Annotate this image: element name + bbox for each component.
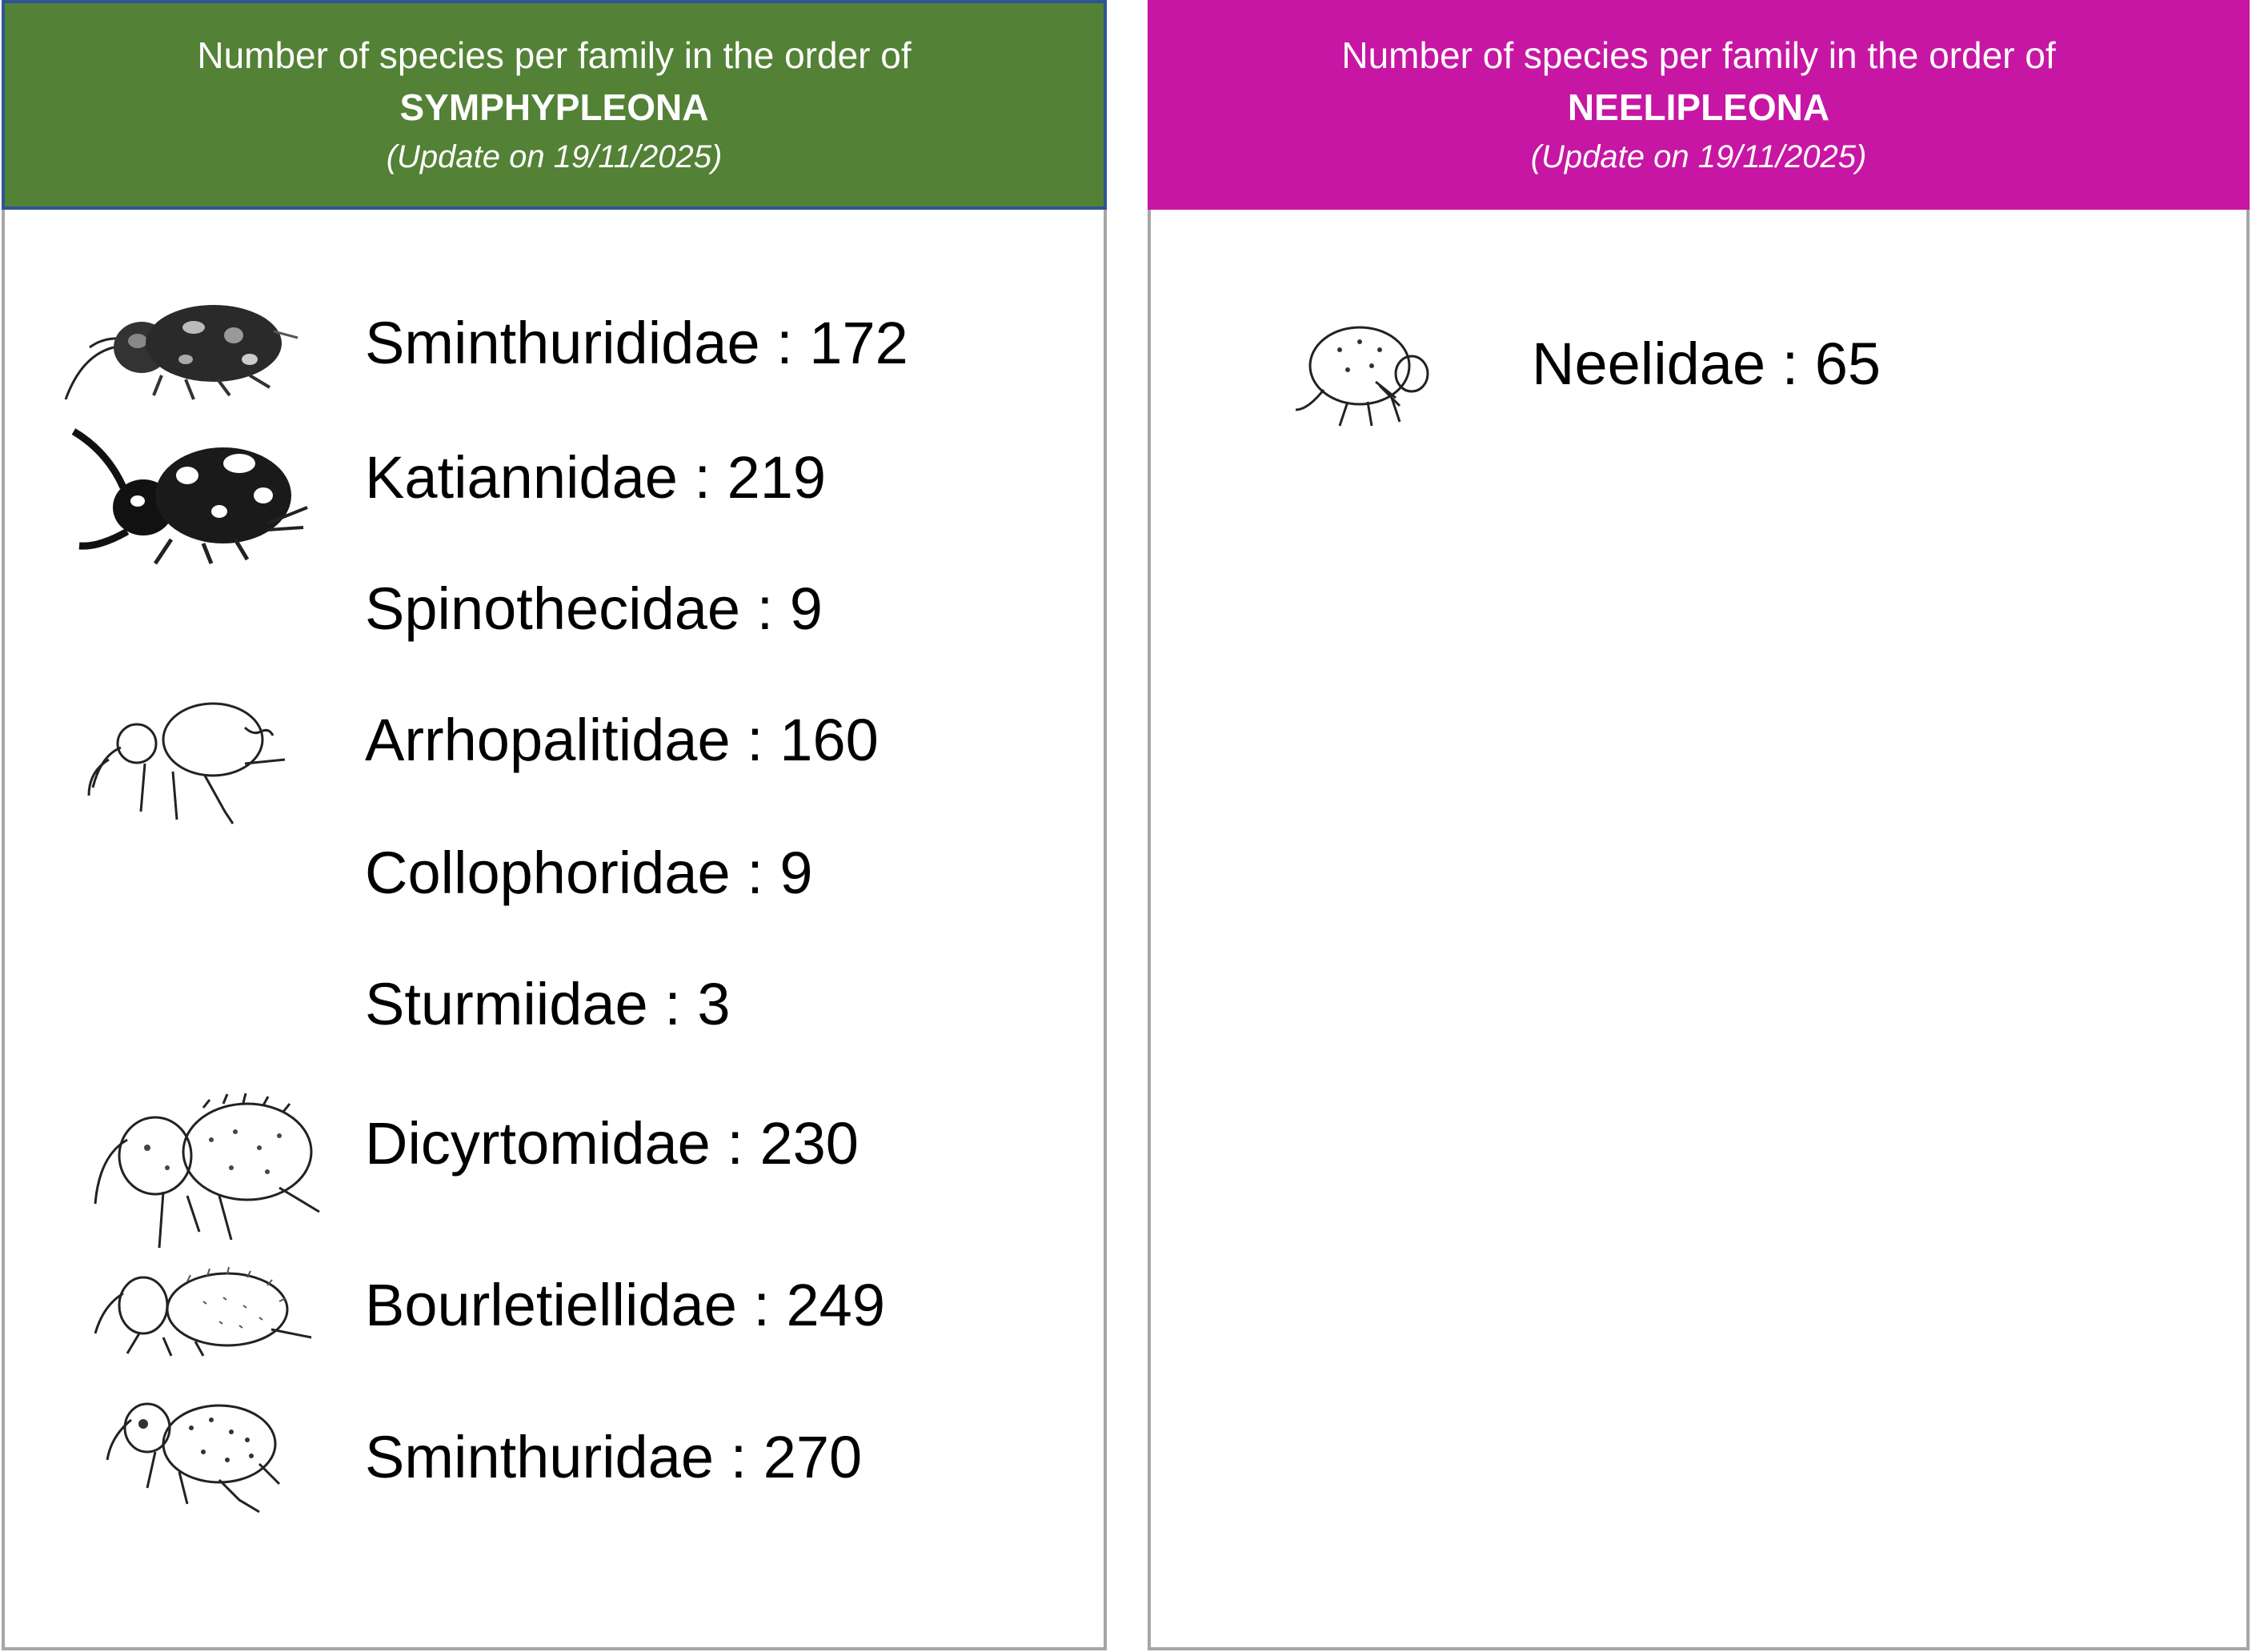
header-title-line: Number of species per family in the order of <box>197 34 912 76</box>
family-label-katiannidae: Katiannidae : 219 <box>365 444 827 511</box>
update-date: (Update on 19/11/2025) <box>1530 139 1867 174</box>
order-name: NEELIPLEONA <box>1567 86 1830 128</box>
hairy-springtail-icon <box>91 1092 323 1252</box>
header-title-line: Number of species per family in the order of <box>1341 34 2056 76</box>
family-label-sminthuridae: Sminthuridae : 270 <box>365 1424 863 1490</box>
order-name: SYMPHYPLEONA <box>399 86 709 128</box>
family-label-neelidae: Neelidae : 65 <box>1532 331 1881 397</box>
family-label-collophoridae: Collophoridae : 9 <box>365 840 813 906</box>
family-label-arrhopalitidae: Arrhopalitidae : 160 <box>365 707 879 773</box>
round-springtail-icon <box>1292 322 1436 434</box>
dark-mottled-springtail-icon <box>58 299 314 403</box>
family-label-bourletiellidae: Bourletiellidae : 249 <box>365 1272 885 1338</box>
neelipleona-header <box>1148 0 2250 210</box>
spotted-springtail-icon <box>99 1388 307 1516</box>
update-date: (Update on 19/11/2025) <box>386 139 723 174</box>
family-label-sturmiidae: Sturmiidae : 3 <box>365 971 731 1037</box>
symphypleona-header <box>2 0 1107 210</box>
black-white-springtail-icon <box>67 427 315 567</box>
family-label-sminthurididae: Sminthurididae : 172 <box>365 310 908 376</box>
family-label-spinothecidae: Spinothecidae : 9 <box>365 575 823 642</box>
outline-springtail-icon <box>85 700 293 828</box>
bristly-springtail-icon <box>91 1261 315 1357</box>
neelipleona-panel <box>1148 0 2250 1650</box>
family-label-dicyrtomidae: Dicyrtomidae : 230 <box>365 1110 859 1177</box>
symphypleona-panel <box>2 0 1107 1650</box>
